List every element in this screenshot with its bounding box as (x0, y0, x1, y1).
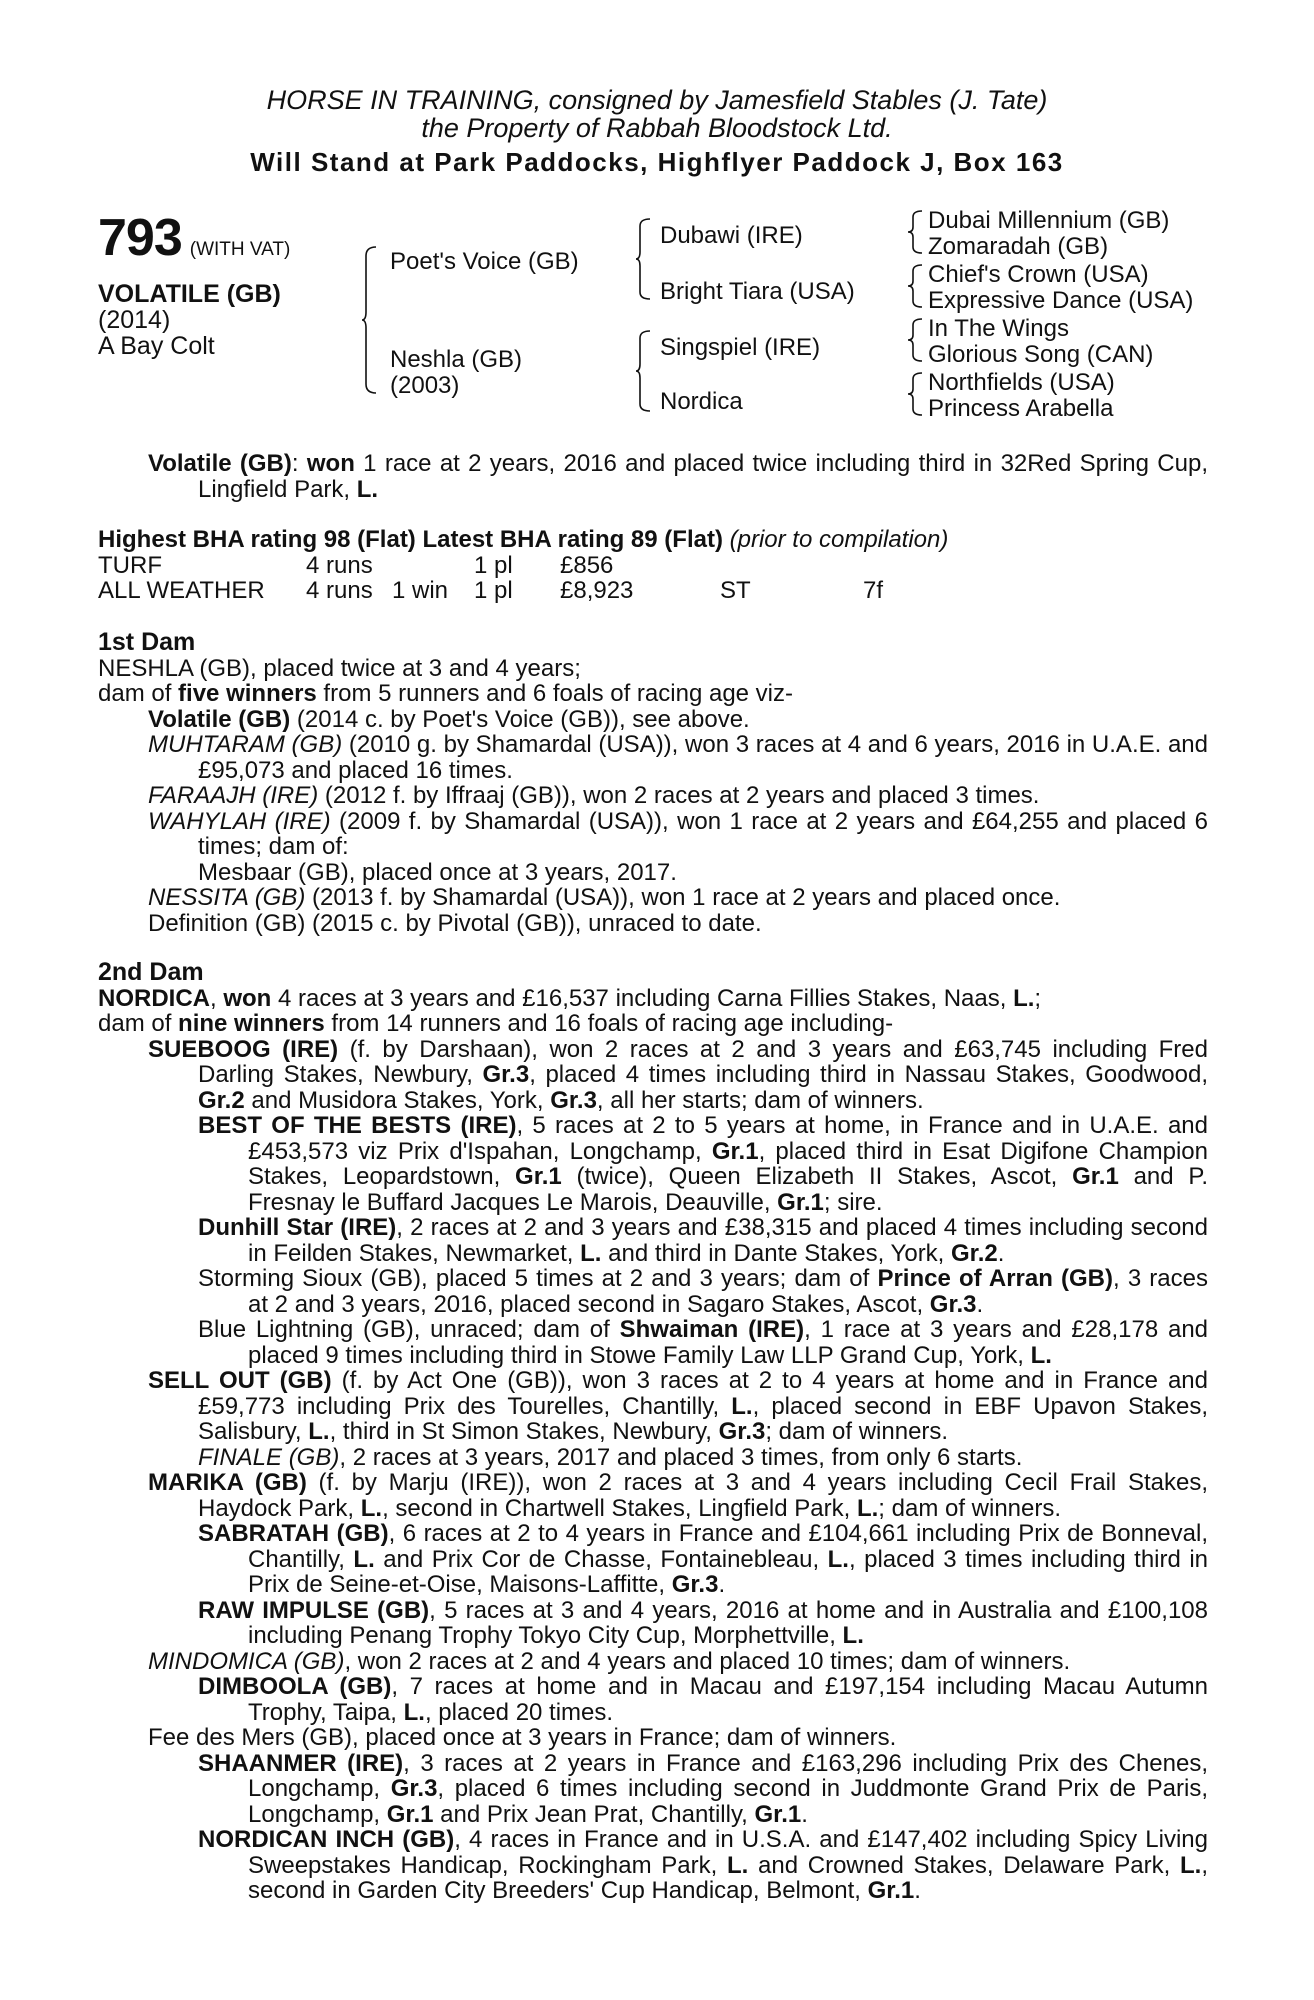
all-weather-record: ALL WEATHER 4 runs 1 win 1 pl £8,923 ST 7f (98, 577, 884, 604)
horse-description: A Bay Colt (98, 332, 215, 360)
horse-name: VOLATILE (GB) (98, 280, 281, 308)
summary-horse-name: Volatile (GB) (148, 450, 292, 477)
consignor-line: HORSE IN TRAINING, consigned by Jamesfield Stables (J. Tate) (266, 85, 1048, 115)
lot-number: 793 (98, 209, 182, 267)
sire-line-bracket (636, 218, 652, 300)
ggd-2: Expressive Dance (USA) (928, 287, 1194, 314)
bracket-sd (908, 264, 924, 308)
ggd-3: Glorious Song (CAN) (928, 341, 1154, 368)
sire-dam-bracket (362, 246, 378, 394)
ggs-1: Dubai Millennium (GB) (928, 207, 1170, 234)
second-dam-section: 2nd Dam NORDICA, won 4 races at 3 years and £16,537 including Carna Fillies Stakes, Naas, L.; dam of nine winners from 14 runners and 16 foals of racing age including- SUEBOOG (IRE) (f. by Darshaan), won 2 races at 2 and 3 years and £63,745 including Fred Darling Stakes, Newbury, Gr.3, placed 4 times including third in Nassau Stakes, Goodwood, Gr.2 and Musidora Stakes, York, Gr.3, all her starts; dam of winners. BEST OF THE BESTS (IRE), 5 races at 2 to 5 years at home, in France and in U.A.E. and £453,573 viz Prix d'Ispahan, Longchamp, Gr.1, placed third in Esat Digifone Champion Stakes, Leopardstown, Gr.1 (twice), Queen Elizabeth II Stakes, Ascot, Gr.1 and P. Fresnay le Buffard Jacques Le Marois, Deauville, Gr.1; sire. Dunhill Star (IRE), 2 races at 2 and 3 years and £38,315 and placed 4 times including second in Feilden Stakes, Newmarket, L. and third in Dante Stakes, York, Gr.2. Storming Sioux (GB), placed 5 times at 2 and 3 years; dam of Prince of Arran (GB), 3 races at 2 and 3 years, 2016, placed second in Sagaro Stakes, Ascot, Gr.3. Blue Lightning (GB), unraced; dam of Shwaiman (IRE), 1 race at 3 years and £28,178 and placed 9 times including third in Stowe Family Law LLP Grand Cup, York, L. SELL OUT (GB) (f. by Act One (GB)), won 3 races at 2 to 4 years at home and in France and £59,773 including Prix des Tourelles, Chantilly, L., placed second in EBF Upavon Stakes, Salisbury, L., third in St Simon Stakes, Newbury, Gr.3; dam of winners. FINALE (GB), 2 races at 3 years, 2017 and placed 3 times, from only 6 starts. MARIKA (GB) (f. by Marju (IRE)), won 2 races at 3 and 4 years including Cecil Frail Stakes, Haydock Park, L., second in Chartwell Stakes, Lingfield Park, L.; dam of winners. SABRATAH (GB), 6 races at 2 to 4 years in France and £104,661 including Prix de Bonneval, Chantilly, L. and Prix Cor de Chasse, Fontainebleau, L., placed 3 times including third in Prix de Seine-et-Oise, Maisons-Laffitte, Gr.3. RAW IMPULSE (GB), 5 races at 3 and 4 years, 2016 at home and in Australia and £100,108 including Penang Trophy Tokyo City Cup, Morphettville, L. MINDOMICA (GB), won 2 races at 2 and 4 years and placed 10 times; dam of winners. DIMBOOLA (GB), 7 races at home and in Macau and £197,154 including Macau Autumn Trophy, Taipa, L., placed 20 times. Fee des Mers (GB), placed once at 3 years in France; dam of winners. SHAANMER (IRE), 3 races at 2 years in France and £163,296 including Prix des Chenes, Longchamp, Gr.3, placed 6 times including second in Juddmonte Grand Prix de Paris, Longchamp, Gr.1 and Prix Jean Prat, Chantilly, Gr.1. NORDICAN INCH (GB), 4 races in France and in U.S.A. and £147,402 including Spicy Living Sweepstakes Handicap, Rockingham Park, L. and Crowned Stakes, Delaware Park, L., second in Garden City Breeders' Cup Handicap, Belmont, Gr.1. (98, 958, 1209, 1904)
dam-dam: Nordica (660, 388, 743, 415)
sire-sire: Dubawi (IRE) (660, 222, 803, 249)
first-dam-heading: 1st Dam (98, 628, 196, 656)
lot-number-block (98, 208, 290, 268)
ggs-4: Northfields (USA) (928, 369, 1115, 396)
ratings-block: Highest BHA rating 98 (Flat) Latest BHA rating 89 (Flat) (prior to compilation) TURF 4 runs 1 pl £856 ALL WEATHER 4 runs 1 win 1 pl £8,923 ST 7f (98, 527, 1208, 604)
ggd-4: Princess Arabella (928, 395, 1114, 422)
ggd-1: Zomaradah (GB) (928, 233, 1109, 260)
location-line: Will Stand at Park Paddocks, Highflyer Paddock J, Box 163 (250, 147, 1064, 177)
turf-record: TURF 4 runs 1 pl £856 (98, 551, 614, 579)
ggs-3: In The Wings (928, 315, 1069, 342)
second-dam-heading: 2nd Dam (98, 958, 204, 986)
sire: Poet's Voice (GB) (390, 248, 579, 275)
bracket-ds (908, 318, 924, 362)
dam: Neshla (GB) (390, 346, 523, 373)
dam-year: (2003) (390, 372, 460, 399)
dam-sire: Singspiel (IRE) (660, 334, 821, 361)
bracket-ss (908, 210, 924, 254)
sire-dam: Bright Tiara (USA) (660, 278, 855, 305)
ggs-2: Chief's Crown (USA) (928, 261, 1149, 288)
bracket-dd (908, 372, 924, 416)
bha-ratings: Highest BHA rating 98 (Flat) Latest BHA rating 89 (Flat) (98, 526, 723, 553)
race-summary: Volatile (GB): won 1 race at 2 years, 2016 and placed twice including third in 32Red Spring Cup, Lingfield Park, L. (148, 450, 1208, 503)
dam-line-bracket (636, 330, 652, 412)
horse-year: (2014) (98, 306, 171, 334)
first-dam-section: 1st Dam NESHLA (GB), placed twice at 3 and 4 years; dam of five winners from 5 runners and 6 foals of racing age viz- Volatile (GB) (2014 c. by Poet's Voice (GB)), see above. MUHTARAM (GB) (2010 g. by Shamardal (USA)), won 3 races at 4 and 6 years, 2016 in U.A.E. and £95,073 and placed 16 times. FARAAJH (IRE) (2012 f. by Iffraaj (GB)), won 2 races at 2 years and placed 3 times. WAHYLAH (IRE) (2009 f. by Shamardal (USA)), won 1 race at 2 years and £64,255 and placed 6 times; dam of: Mesbaar (GB), placed once at 3 years, 2017. NESSITA (GB) (2013 f. by Shamardal (USA)), won 1 race at 2 years and placed once. Definition (GB) (2015 c. by Pivotal (GB)), unraced to date. (98, 628, 1208, 937)
vat-label: (WITH VAT) (189, 239, 291, 260)
owner-line: the Property of Rabbah Bloodstock Ltd. (421, 113, 893, 143)
